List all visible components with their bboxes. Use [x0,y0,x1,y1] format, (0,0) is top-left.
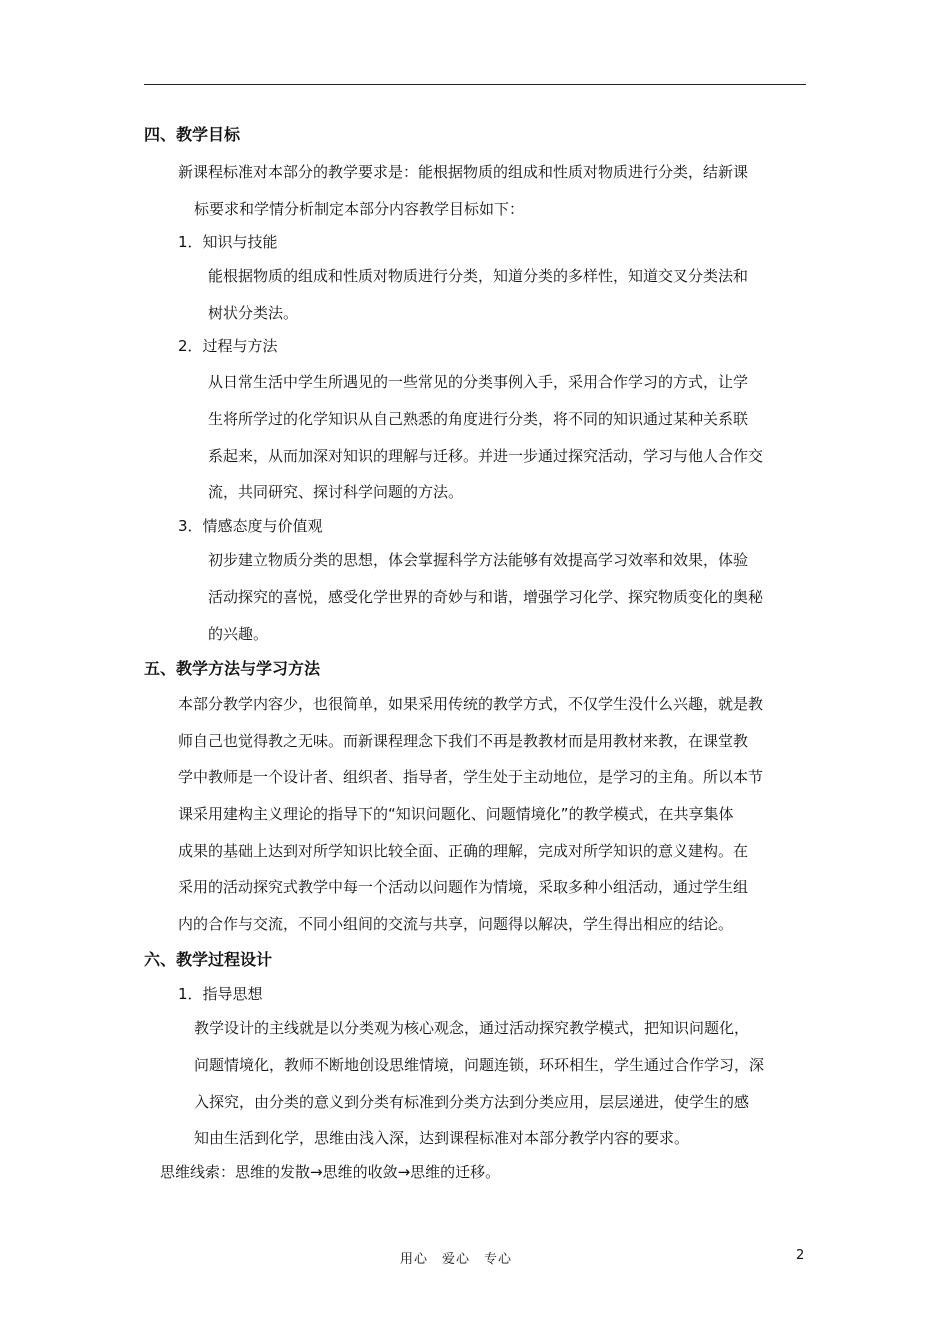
item-knowledge-line-2: 树状分类法。 [208,304,299,322]
section-four-intro-line-2: 标要求和学情分析制定本部分内容教学目标如下： [194,200,525,218]
header-rule [144,84,806,85]
section-five-line-6: 采用的活动探究式教学中每一个活动以问题作为情境，采取多种小组活动，通过学生组 [178,878,749,896]
item-attitude-line-2: 活动探究的喜悦，感受化学世界的奇妙与和谐，增强学习化学、探究物质变化的奥秘 [208,588,764,606]
section-four-heading: 四、教学目标 [144,125,241,144]
thinking-clue: 思维线索：思维的发散→思维的收敛→思维的迁移。 [160,1163,501,1181]
item-guiding-title: 1．指导思想 [178,985,263,1003]
footer-motto: 用心 爱心 专心 [400,1252,513,1267]
section-five-line-1: 本部分教学内容少，也很简单，如果采用传统的教学方式，不仅学生没什么兴趣，就是教 [178,695,764,713]
item-process-line-3: 系起来，从而加深对知识的理解与迁移。并进一步通过探究活动，学习与他人合作交 [208,447,764,465]
item-process-title: 2．过程与方法 [178,337,278,355]
section-four-intro-line-1: 新课程标准对本部分的教学要求是：能根据物质的组成和性质对物质进行分类，结新课 [178,163,749,181]
section-five-line-5: 成果的基础上达到对所学知识比较全面、正确的理解，完成对所学知识的意义建构。在 [178,842,749,860]
item-process-line-1: 从日常生活中学生所遇见的一些常见的分类事例入手，采用合作学习的方式，让学 [208,373,749,391]
section-six-line-4: 知由生活到化学，思维由浅入深，达到课程标准对本部分教学内容的要求。 [194,1129,690,1147]
item-knowledge-line-1: 能根据物质的组成和性质对物质进行分类，知道分类的多样性，知道交叉分类法和 [208,267,749,285]
section-five-line-3: 学中教师是一个设计者、组织者、指导者，学生处于主动地位，是学习的主角。所以本节 [178,768,764,786]
item-attitude-line-1: 初步建立物质分类的思想，体会掌握科学方法能够有效提高学习效率和效果，体验 [208,551,749,569]
section-five-line-7: 内的合作与交流，不同小组间的交流与共享，问题得以解决，学生得出相应的结论。 [178,915,734,933]
section-six-line-1: 教学设计的主线就是以分类观为核心观念，通过活动探究教学模式，把知识问题化， [194,1019,750,1037]
item-knowledge-title: 1．知识与技能 [178,233,278,251]
section-six-heading: 六、教学过程设计 [144,950,273,969]
item-attitude-line-3: 的兴趣。 [208,625,269,643]
section-five-line-2: 师自己也觉得教之无味。而新课程理念下我们不再是教教材而是用教材来教，在课堂教 [178,732,749,750]
section-six-line-2: 问题情境化，教师不断地创设思维情境，问题连锁，环环相生，学生通过合作学习，深 [194,1056,765,1074]
item-process-line-2: 生将所学过的化学知识从自己熟悉的角度进行分类，将不同的知识通过某种关系联 [208,410,749,428]
section-five-heading: 五、教学方法与学习方法 [144,659,321,678]
item-process-line-4: 流，共同研究、探讨科学问题的方法。 [208,483,464,501]
page-number: 2 [796,1248,805,1263]
section-five-line-4: 课采用建构主义理论的指导下的“知识问题化、问题情境化”的教学模式，在共享集体 [178,805,734,823]
item-attitude-title: 3．情感态度与价值观 [178,517,323,535]
section-six-line-3: 入探究，由分类的意义到分类有标准到分类方法到分类应用，层层递进，使学生的感 [194,1093,750,1111]
